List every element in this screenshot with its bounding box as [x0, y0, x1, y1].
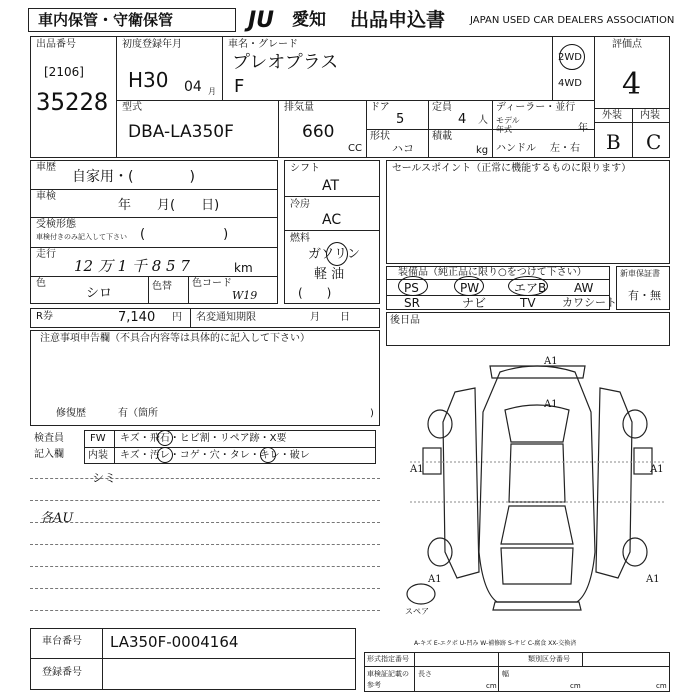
fuel-other: ( ) [298, 286, 332, 300]
disp-unit: CC [348, 143, 362, 154]
spec-unit-2: cm [570, 682, 581, 690]
equip-sr: SR [404, 296, 420, 310]
equipment-label: 装備品（純正品に限り○をつけて下さい） [398, 267, 587, 278]
mileage-unit: km [234, 261, 253, 275]
car-roof [509, 444, 565, 502]
lot-label: 出品番号 [36, 39, 76, 50]
shift-label: シフト [290, 163, 320, 174]
equip-airbag: エアB [514, 281, 547, 295]
inspector-label-2: 記入欄 [34, 449, 64, 460]
car-front-bumper [490, 366, 585, 378]
notice-label: 名変通知期限 [196, 312, 256, 323]
inspection-label: 車検 [36, 191, 56, 202]
spec-r2c: 幅 [502, 670, 509, 678]
recycle-amount: 7,140 [118, 310, 156, 325]
fuel-label: 燃料 [290, 233, 310, 244]
color-value: シロ [86, 286, 113, 301]
wheel-rr [623, 538, 647, 566]
spec-box [364, 652, 670, 692]
doors-label: ドア [370, 102, 390, 113]
car-left-side [443, 388, 479, 578]
handle-label: ハンドル [496, 143, 536, 154]
name-label: 車名・グレード [228, 39, 298, 50]
drive-4wd: 4WD [558, 78, 582, 89]
dealer-label: ディーラー・並行 [496, 102, 576, 113]
model-year-label [496, 117, 520, 135]
damage-mark-rear-right: A1 [646, 574, 660, 585]
spec-r1a: 形式指定番号 [367, 655, 409, 663]
fuel-gas: ガソリン [308, 247, 361, 262]
mirror-left [423, 448, 441, 474]
accept-value: ( ) [140, 227, 229, 242]
drive-2wd: 2WD [558, 52, 582, 63]
form-title: 出品申込書 [350, 9, 446, 31]
sales-box [386, 160, 670, 264]
damage-mark-rear-left: A1 [428, 574, 442, 585]
damage-mark-left: A1 [410, 464, 424, 475]
int-sag-circle [260, 447, 276, 463]
color-label: 色 [36, 278, 46, 289]
int-stain-circle [157, 447, 173, 463]
inspector-label-1: 検査員 [34, 433, 64, 444]
wheel-fl [428, 410, 452, 438]
model-year-text: モデル 年式 [496, 116, 520, 134]
vehicle-name: プレオプラス [232, 52, 339, 73]
spec-unit-3: cm [656, 682, 667, 690]
notice-value: 月 日 [310, 312, 350, 323]
car-front-glass [505, 405, 569, 442]
equip-navi: ナビ [462, 296, 487, 310]
exterior-label: 外装 [602, 110, 622, 121]
car-hatch [501, 548, 573, 584]
damage-mark-right: A1 [650, 464, 664, 475]
damage-mark-hood: A1 [544, 399, 558, 410]
association-name: JAPAN USED CAR DEALERS ASSOCIATION [470, 15, 675, 26]
later-label: 後日品 [390, 315, 420, 326]
equip-pw: PW [460, 281, 480, 295]
color-code-value: W19 [232, 289, 258, 302]
equip-aw: AW [574, 281, 594, 295]
spec-r3a: 参考 [367, 681, 381, 689]
reg-month: 04 [184, 79, 202, 95]
header-tag-label: 車内保管・守衛保管 [38, 11, 174, 29]
later-box [386, 312, 670, 346]
chassis-value: LA350F-0004164 [110, 633, 239, 651]
org-name: 愛知 [292, 10, 326, 30]
reg-month-unit: 月 [208, 87, 216, 96]
spec-r2b: 長さ [418, 670, 432, 678]
fuel-gas-circle [326, 242, 348, 266]
exterior-grade: B [606, 130, 621, 154]
mileage-label: 走行 [36, 249, 56, 260]
notes-label: 注意事項申告欄（不具合内容等は具体的に記入して下さい） [40, 333, 310, 344]
repair-value: 有（箇所 [118, 408, 158, 419]
equip-pw-circle [454, 276, 484, 296]
car-right-side [596, 388, 632, 578]
spare-tire [407, 584, 435, 604]
new-car-label: 新車保証書 [620, 269, 660, 278]
int-row: キズ・汚レ・コゲ・穴・タレ・キレ・破レ [120, 450, 310, 461]
interior-grade: C [646, 130, 662, 154]
disp-value: 660 [302, 122, 335, 142]
fw-row: キズ・飛石・ヒビ割・リペア跡・X要 [120, 433, 287, 444]
fuel-diesel: 軽 油 [314, 267, 345, 282]
equip-ps-circle [398, 276, 428, 296]
chassis-label: 車台番号 [42, 636, 82, 647]
equip-tv: TV [520, 296, 536, 310]
lot-number: 35228 [36, 88, 109, 116]
interior-label: 内装 [640, 110, 660, 121]
cap-label: 定員 [432, 102, 452, 113]
fw-stone-circle [157, 430, 173, 446]
damage-legend: A-キズ E-エクボ U-凹み W-補修跡 S-サビ C-腐食 XX-交換済 [414, 640, 577, 647]
lot-sub: [2106] [44, 65, 84, 79]
shift-value: AT [322, 178, 340, 194]
mileage-hand: 12 万 1 千 8 5 7 [74, 257, 190, 275]
handle-opts: 左・右 [550, 143, 580, 154]
reg-era: H30 [128, 68, 169, 92]
cap-unit: 人 [478, 115, 488, 126]
load-unit: kg [476, 145, 489, 156]
spec-r2a: 車検証記載の [367, 670, 409, 678]
inspection-value: 年 月( 日) [118, 198, 220, 213]
int-label: 内装 [88, 450, 108, 461]
doors-value: 5 [396, 112, 405, 127]
shape-label: 形状 [370, 131, 390, 142]
car-rear-bumper [493, 602, 581, 610]
cap-value: 4 [458, 112, 467, 127]
drive-2wd-circle [559, 44, 585, 70]
car-rear-glass [501, 506, 573, 544]
spec-unit-1: cm [486, 682, 497, 690]
equip-leather: カワシート [562, 296, 617, 309]
color-change-label: 色替 [152, 281, 172, 292]
wheel-rl [428, 538, 452, 566]
new-car-value: 有・無 [628, 289, 661, 302]
repair-label: 修復歴 [56, 408, 86, 419]
reg-label: 初度登録年月 [122, 39, 182, 50]
equip-ps: PS [404, 281, 419, 295]
ju-logo: JU [248, 8, 275, 33]
inspector-note-1: シミ [92, 471, 117, 485]
history-value: 自家用・( ) [72, 169, 195, 185]
inspector-note-2: 各AU [40, 511, 74, 526]
equip-airbag-circle [508, 276, 548, 296]
history-label: 車歴 [36, 162, 56, 173]
damage-mark-front: A1 [544, 356, 558, 367]
spare-label: スペア [405, 607, 429, 616]
color-code-label: 色コード [192, 278, 232, 289]
shape-value: ハコ [392, 142, 414, 155]
ac-label: 冷房 [290, 199, 310, 210]
accept-label: 受検形態 [36, 219, 76, 230]
model-code: DBA-LA350F [128, 122, 234, 142]
fw-label: FW [90, 433, 106, 444]
vehicle-grade: F [234, 76, 245, 97]
wheel-fr [623, 410, 647, 438]
score-value: 4 [622, 67, 642, 102]
reg-number-label: 登録番号 [42, 667, 82, 678]
score-label: 評価点 [612, 39, 642, 50]
load-label: 積載 [432, 131, 452, 142]
repair-close: ) [370, 408, 374, 419]
accept-note: 車検付きのみ記入して下さい [36, 233, 127, 241]
year-unit: 年 [578, 123, 588, 134]
car-body-outline [479, 366, 595, 602]
spec-r1b: 類別区分番号 [528, 655, 570, 663]
recycle-label: R券 [36, 311, 53, 322]
model-label: 型式 [122, 102, 142, 113]
recycle-unit: 円 [172, 312, 182, 323]
ac-value: AC [322, 212, 342, 228]
disp-label: 排気量 [284, 102, 314, 113]
sales-label: セールスポイント（正常に機能するものに限ります） [392, 163, 632, 174]
